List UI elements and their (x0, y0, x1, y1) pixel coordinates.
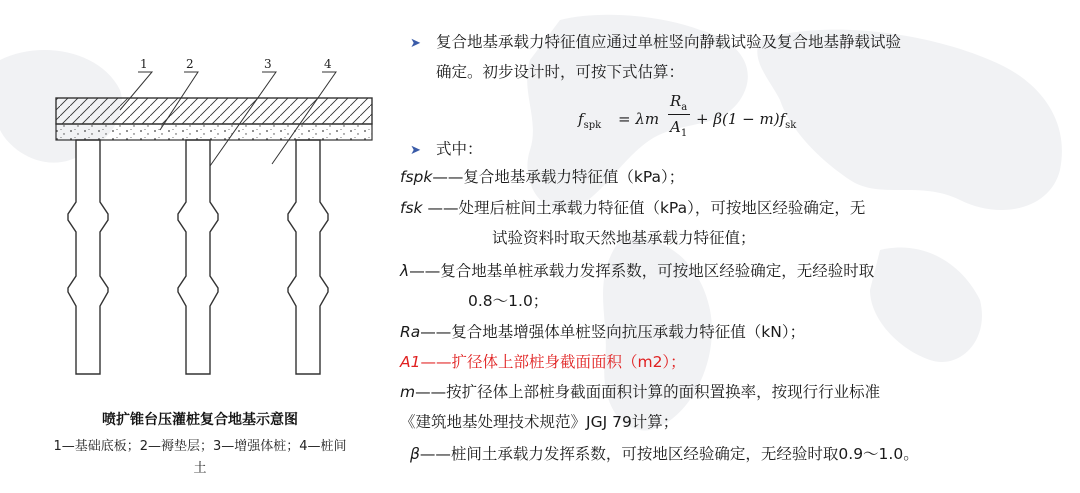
def-ra: Ra——复合地基增强体单桩竖向抗压承载力特征值（kN）； (400, 323, 806, 341)
intro-line-2: 确定。初步设计时，可按下式估算： (436, 63, 685, 81)
intro-line-1: ➤ 复合地基承载力特征值应通过单桩竖向静载试验及复合地基静载试验 (410, 33, 902, 51)
arrow-bullet-icon: ➤ (410, 36, 421, 51)
where-label: ➤ 式中： (410, 140, 483, 158)
legend-line-2: 土 (193, 461, 207, 476)
def-lambda: λ——复合地基单桩承载力发挥系数，可按地区经验确定，无经验时取 (400, 262, 875, 280)
def-m: m——按扩径体上部桩身截面面积计算的面积置换率，按现行行业标准 (400, 383, 881, 401)
callout-2: 2 (186, 57, 194, 71)
callout-4: 4 (324, 57, 332, 71)
cushion-layer (56, 124, 372, 140)
def-lambda-cont: 0.8～1.0； (468, 292, 549, 310)
pile-2 (178, 140, 218, 374)
pile-group (68, 140, 328, 374)
pile-3 (288, 140, 328, 374)
legend-line-1: 1—基础底板；2—褥垫层；3—增强体桩；4—桩间 (53, 439, 347, 454)
def-a1: A1——扩径体上部桩身截面面积（m2）； (400, 353, 686, 371)
def-m-cont: 《建筑地基处理技术规范》JGJ 79计算； (400, 413, 679, 431)
callout-1: 1 (140, 57, 148, 71)
arrow-bullet-icon: ➤ (410, 143, 421, 158)
def-fspk: fspk——复合地基承载力特征值（kPa）； (400, 168, 685, 186)
callout-3: 3 (264, 57, 272, 71)
def-beta: β——桩间土承载力发挥系数，可按地区经验确定，无经验时取0.9～1.0。 (410, 445, 919, 463)
pile-1 (68, 140, 108, 374)
bearing-capacity-formula: $f_{spk}$ = λm $R_a$ $A_1$ + $\beta(1 - m)f_{sk}$ (578, 92, 797, 139)
def-fsk-cont: 试验资料时取天然地基承载力特征值； (492, 229, 756, 247)
foundation-slab (56, 98, 372, 124)
def-fsk: fsk ——处理后桩间土承载力特征值（kPa），可按地区经验确定，无 (400, 199, 866, 217)
figure-legend (0, 436, 400, 480)
figure-title: 喷扩锥台压灌桩复合地基示意图 (102, 412, 298, 428)
pile-foundation-diagram (40, 56, 380, 386)
text-panel (400, 0, 1080, 493)
